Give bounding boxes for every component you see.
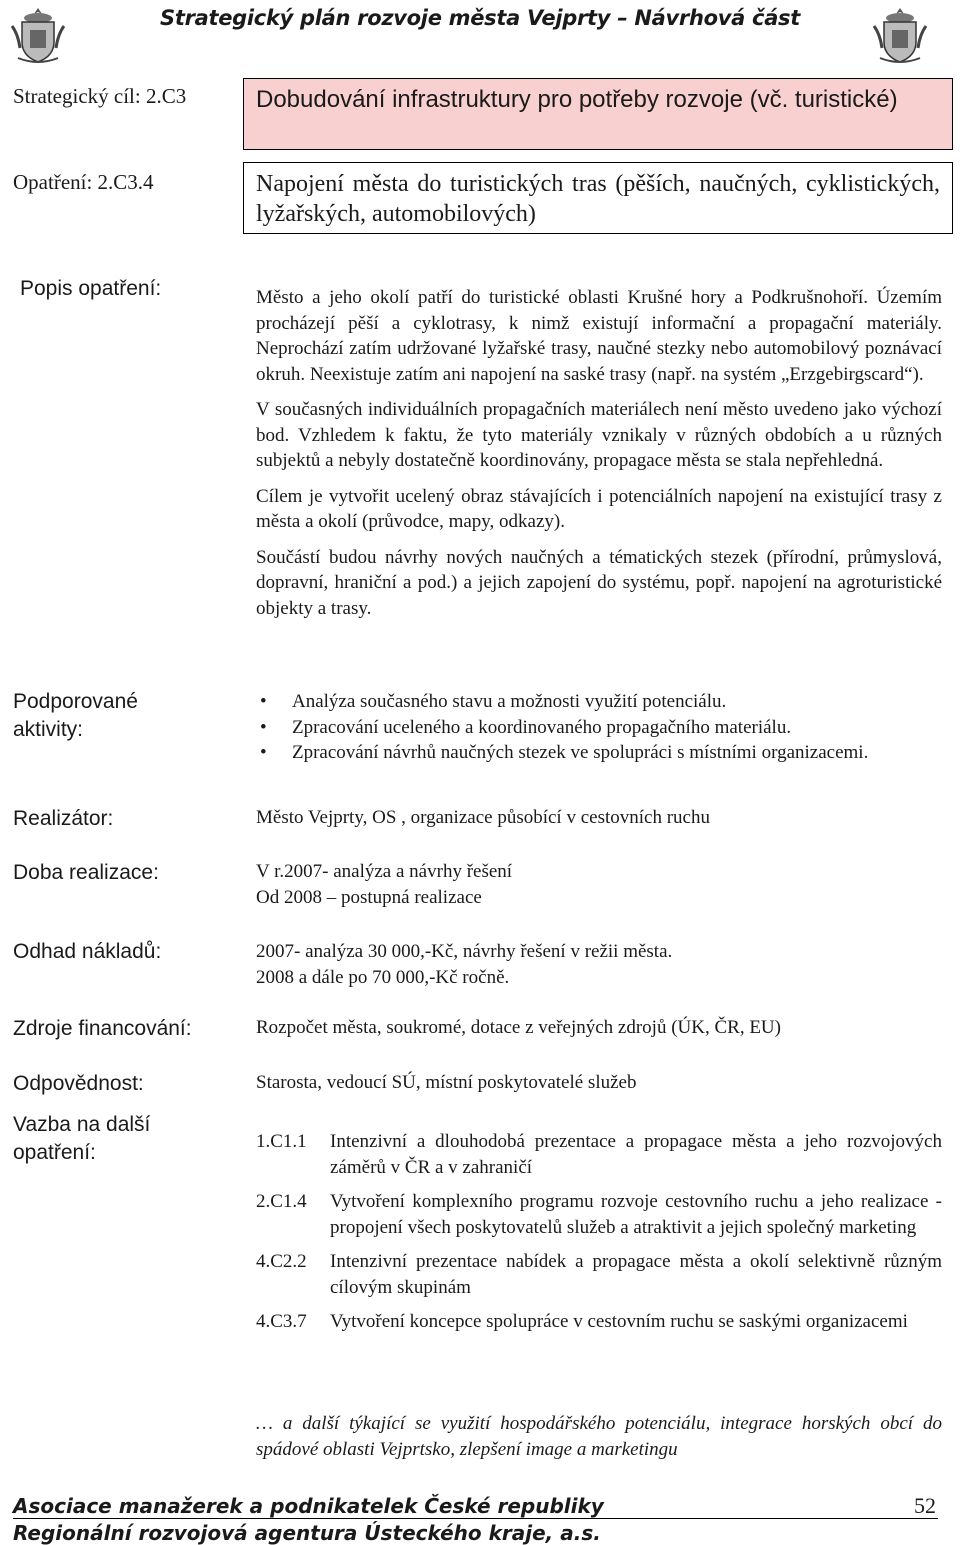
link-text: Vytvoření koncepce spolupráce v cestovním ruchu se saskými organizacemi (330, 1311, 908, 1332)
list-item (256, 1249, 942, 1301)
bullet-icon: • (260, 691, 267, 712)
activity-text: Analýza současného stavu a možnosti využití potenciálu. (292, 691, 727, 712)
activity-text: Zpracování uceleného a koordinovaného propagačního materiálu. (292, 716, 792, 738)
activity-text: Zpracování návrhů naučných stezek ve spolupráci s místními organizacemi. (292, 742, 869, 763)
link-text: Vytvoření komplexního programu rozvoje cestovního ruchu a jeho realizace - propojení všech poskytovatelů služeb a atraktivit a jejich společný marketing (330, 1191, 942, 1238)
footer-divider (13, 1518, 938, 1519)
link-code: 4.C3.7 (256, 1311, 307, 1332)
strategic-goal-box (243, 78, 953, 150)
links-note: … a další týkající se využití hospodářského potenciálu, integrace horských obcí do spádové oblasti Vejprtsko, zlepšení image a marketingu (256, 1413, 942, 1460)
list-item (256, 1129, 942, 1181)
costs-text (256, 939, 942, 990)
page-header-title: Strategický plán rozvoje města Vejprty – Návrhová část (160, 6, 800, 30)
links-list (256, 1129, 942, 1343)
measure-box (243, 162, 953, 234)
links-label-line1: Vazba na další (13, 1113, 151, 1136)
activities-label-line1: Podporované (13, 690, 138, 713)
footer-line2: Regionální rozvojová agentura Ústeckého kraje, a.s. (13, 1521, 601, 1545)
list-item (256, 1309, 942, 1335)
strategic-goal-text: Dobudování infrastruktury pro potřeby rozvoje (vč. turistické) (256, 86, 898, 113)
costs-line: 2008 a dále po 70 000,-Kč ročně. (256, 966, 510, 988)
description-paragraph: Cílem je vytvořit ucelený obraz stávajících i potenciálních napojení na existující trasy z města a okolí (průvodce, mapy, odkazy). (256, 485, 942, 532)
responsibility-label: Odpovědnost: (13, 1072, 144, 1095)
costs-label: Odhad nákladů: (13, 940, 162, 963)
measure-label: Opatření: 2.C3.4 (13, 170, 154, 194)
costs-line: 2007- analýza 30 000,-Kč, návrhy řešení v režii města. (256, 941, 673, 962)
description-block (256, 285, 942, 621)
activities-label (13, 688, 138, 744)
page-number: 52 (914, 1493, 936, 1518)
implementer-label: Realizátor: (13, 807, 114, 830)
activities-label-line2: aktivity: (13, 718, 84, 741)
duration-line: Od 2008 – postupná realizace (256, 886, 482, 908)
strategic-goal-label: Strategický cíl: 2.C3 (13, 84, 187, 108)
list-item (256, 740, 942, 766)
duration-line: V r.2007- analýza a návrhy řešení (256, 861, 513, 882)
list-item (256, 715, 942, 741)
link-text: Intenzivní a dlouhodobá prezentace a propagace města a jeho rozvojových záměrů v ČR a v zahraničí (330, 1131, 942, 1178)
responsibility-text: Starosta, vedoucí SÚ, místní poskytovatelé služeb (256, 1072, 637, 1093)
link-code: 2.C1.4 (256, 1191, 307, 1212)
links-label-line2: opatření: (13, 1141, 96, 1164)
description-paragraph: Součástí budou návrhy nových naučných a tématických stezek (přírodní, průmyslová, dopravní, hraniční a pod.) a jejich zapojení do systému, popř. napojení na agroturistické objekty a trasy. (256, 546, 942, 619)
link-text: Intenzivní prezentace nabídek a propagace města a okolí selektivně různým cílovým skupinám (330, 1251, 942, 1298)
list-item (256, 689, 942, 715)
measure-text: Napojení města do turistických tras (pěších, naučných, cyklistických, lyžařských, automobilových) (256, 171, 940, 227)
description-paragraph: V současných individuálních propagačních materiálech není město uvedeno jako výchozí bod. Vzhledem k faktu, že tyto materiály vznikaly v různých obdobích a u různých subjektů a nebyly dostatečně koordinovány, propagace města se stala nepřehledná. (256, 399, 942, 471)
duration-text (256, 859, 942, 910)
footer-line1: Asociace manažerek a podnikatelek České republiky (13, 1494, 604, 1518)
bullet-icon: • (260, 716, 267, 738)
link-code: 4.C2.2 (256, 1251, 307, 1272)
bullet-icon: • (260, 742, 267, 763)
funding-text: Rozpočet města, soukromé, dotace z veřejných zdrojů (ÚK, ČR, EU) (256, 1017, 781, 1038)
description-paragraph: Město a jeho okolí patří do turistické oblasti Krušné hory a Podkrušnohoří. Územím procházejí pěší a cyklotrasy, k nimž existují informační a propagační materiály. Neprochází zatím udržované lyžařské trasy, naučné stezky nebo automobilový poznávací okruh. Neexistuje zatím ani napojení na saské trasy (např. na systém „Erzgebirgscard“). (256, 287, 942, 385)
links-label (13, 1111, 150, 1167)
link-code: 1.C1.1 (256, 1131, 307, 1152)
list-item (256, 1189, 942, 1241)
description-label: Popis opatření: (20, 277, 162, 300)
activities-list (256, 689, 942, 766)
duration-label: Doba realizace: (13, 861, 159, 884)
implementer-text: Město Vejprty, OS , organizace působící v cestovních ruchu (256, 807, 710, 828)
funding-label: Zdroje financování: (13, 1017, 192, 1040)
